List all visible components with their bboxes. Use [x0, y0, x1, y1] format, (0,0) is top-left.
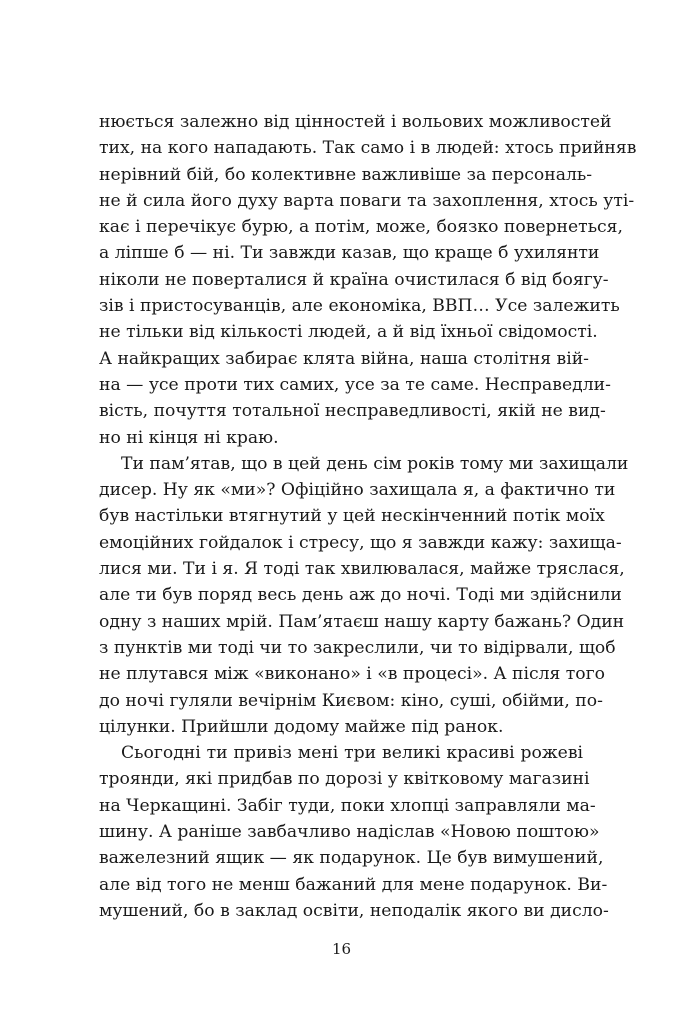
- text-line: вість, почуття тотальної несправедливості, якій не вид-: [99, 401, 606, 422]
- body-text: [99, 109, 637, 924]
- text-line: Ти пам’ятав, що в цей день сім років тому ми захищали: [121, 453, 629, 474]
- text-line: ніколи не поверталися й країна очистилася б від боягу-: [99, 269, 609, 290]
- text-line: лися ми. Ти і я. Я тоді так хвилювалася, майже тряслася,: [99, 559, 625, 580]
- text-line: но ні кінця ні краю.: [99, 427, 279, 448]
- text-line: емоційних гойдалок і стресу, що я завжди кажу: захища-: [99, 532, 622, 553]
- text-line: але від того не менш бажаний для мене подарунок. Ви-: [99, 874, 608, 895]
- text-line: нерівний бій, бо колективне важливіше за персональ-: [99, 164, 593, 185]
- text-line: важелезний ящик — як подарунок. Це був вимушений,: [99, 848, 604, 869]
- text-line: на Черкащині. Забіг туди, поки хлопці заправляли ма-: [99, 795, 596, 816]
- text-line: на — усе проти тих самих, усе за те саме. Несправедли-: [99, 374, 611, 395]
- text-line: Сьогодні ти привіз мені три великі красиві рожеві: [121, 743, 583, 764]
- text-line: дисер. Ну як «ми»? Офіційно захищала я, а фактично ти: [99, 480, 616, 501]
- text-line: одну з наших мрій. Пам’ятаєш нашу карту бажань? Один: [99, 611, 625, 632]
- text-line: А найкращих забирає клята війна, наша столітня вій-: [99, 348, 589, 369]
- text-line: шину. А раніше завбачливо надіслав «Новою поштою»: [99, 822, 600, 843]
- text-line: до ночі гуляли вечірнім Києвом: кіно, суші, обійми, по-: [99, 690, 603, 711]
- text-line: з пунктів ми тоді чи то закреслили, чи то відірвали, щоб: [99, 637, 616, 658]
- text-line: не плутався між «виконано» і «в процесі». А після того: [99, 664, 606, 685]
- text-line: але ти був поряд весь день аж до ночі. Тоді ми здійснили: [99, 585, 622, 606]
- text-line: цілунки. Прийшли додому майже під ранок.: [99, 716, 504, 737]
- text-line: не тільки від кількості людей, а й від їхньої свідомості.: [99, 322, 598, 343]
- text-line: мушений, бо в заклад освіти, неподалік якого ви дисло-: [99, 900, 609, 921]
- text-line: троянди, які придбав по дорозі у квітковому магазині: [99, 769, 590, 790]
- text-line: зів і пристосуванців, але економіка, ВВП… Усе залежить: [99, 296, 620, 317]
- text-line: кає і перечікує бурю, а потім, може, боязко повернеться,: [99, 217, 623, 238]
- text-line: нюється залежно від цінностей і вольових можливостей: [99, 112, 612, 132]
- text-line: тих, на кого нападають. Так само і в людей: хтось прийняв: [99, 138, 637, 159]
- text-line: а ліпше б — ні. Ти завжди казав, що краще б ухилянти: [99, 243, 600, 264]
- text-line: був настільки втягнутий у цей нескінченний потік моїх: [99, 506, 605, 527]
- text-line: не й сила його духу варта поваги та захоплення, хтось уті-: [99, 190, 635, 211]
- page-number: 16: [331, 940, 352, 958]
